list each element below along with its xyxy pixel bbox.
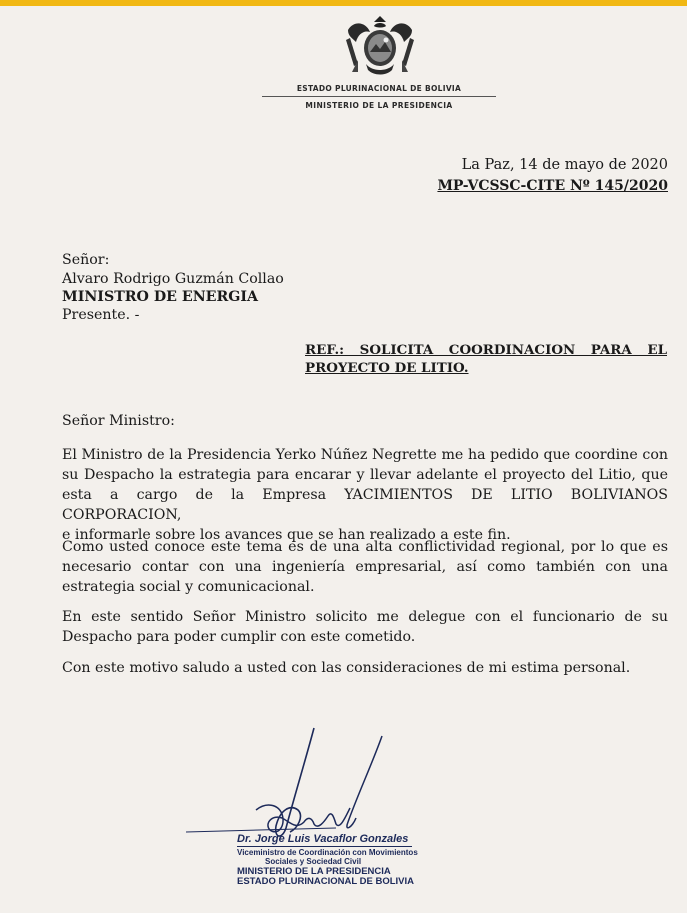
body-paragraph-1 [62,445,668,545]
signer-ministry: MINISTERIO DE LA PRESIDENCIA [237,865,391,877]
recipient-presente: Presente. - [62,307,140,323]
body-closing: Con este motivo saludo a usted con las consideraciones de mi estima personal. [62,660,631,676]
signature-rule [237,846,412,847]
reference-line-1: REF.: SOLICITA COORDINACION PARA EL [305,342,667,358]
recipient-salutation: Señor: [62,252,110,268]
paragraph-line: Como usted conoce este tema es de una alta conflictividad regional, por lo que es [62,539,668,555]
paragraph-line: su Despacho la estrategia para encarar y llevar adelante el proyecto del Litio, que [62,467,668,483]
paragraph-line: En este sentido Señor Ministro solicito me delegue con el funcionario de su [62,609,668,625]
bolivia-coat-of-arms-icon [340,12,420,80]
letterhead-ministry-name: MINISTERIO DE LA PRESIDENCIA [305,101,453,110]
body-paragraph-2 [62,537,668,597]
cite-number: MP-VCSSC-CITE Nº 145/2020 [437,178,668,194]
letterhead-state-name: ESTADO PLURINACIONAL DE BOLIVIA [296,84,462,93]
letterhead-divider [262,96,496,97]
handwritten-signature [186,718,416,848]
recipient-title: MINISTRO DE ENERGIA [62,289,259,305]
recipient-name: Alvaro Rodrigo Guzmán Collao [62,271,284,287]
signature-block [237,833,437,888]
body-greeting: Señor Ministro: [62,413,175,429]
signer-role-line-1: Viceministro de Coordinación con Movimientos [237,848,418,858]
signer-state: ESTADO PLURINACIONAL DE BOLIVIA [237,876,414,888]
reference-line-2: PROYECTO DE LITIO. [305,360,469,376]
paragraph-line: e informarle sobre los avances que se han realizado a este fin. [62,527,511,543]
paragraph-line: esta a cargo de la Empresa YACIMIENTOS DE LITIO BOLIVIANOS CORPORACION, [62,487,668,523]
paragraph-line: estrategia social y comunicacional. [62,579,315,595]
signer-name: Dr. Jorge Luis Vacaflor Gonzales [237,833,409,845]
top-accent-bar [0,0,687,6]
paragraph-line: Despacho para poder cumplir con este cometido. [62,629,416,645]
body-paragraph-3 [62,607,668,647]
signer-role-line-2: Sociales y Sociedad Civil [265,856,362,866]
paragraph-line: El Ministro de la Presidencia Yerko Núñez Negrette me ha pedido que coordine con [62,447,668,463]
paragraph-line: necesario contar con una ingeniería empresarial, así como también con una [62,559,668,575]
place-date: La Paz, 14 de mayo de 2020 [461,157,668,173]
reference-block [305,341,667,377]
